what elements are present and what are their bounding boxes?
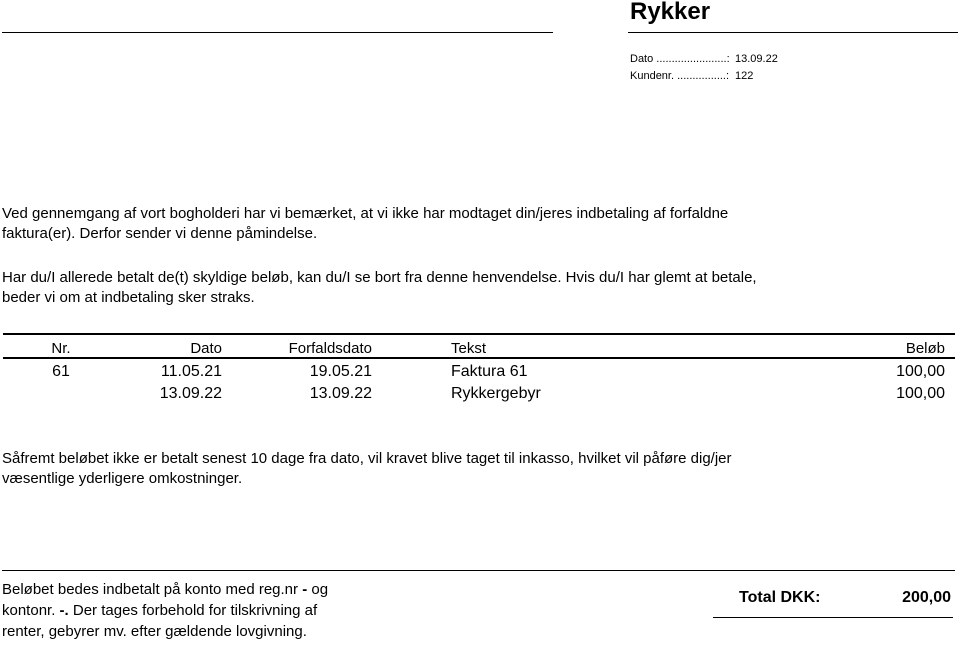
row-text: Faktura 61 [451, 363, 528, 380]
header-amount: Beløb [871, 334, 955, 358]
total-value: 200,00 [902, 589, 951, 606]
invoice-table [3, 333, 955, 403]
row-amount: 100,00 [896, 363, 945, 380]
footer-rule [2, 570, 955, 571]
header-rule-left [2, 32, 553, 33]
payment-text: og [307, 581, 329, 598]
header-rule-right [628, 32, 958, 33]
table-row [3, 358, 955, 381]
document-title: Rykker [630, 0, 711, 25]
notice-line-2: beder vi om at indbetaling sker straks. [2, 289, 255, 306]
payment-instructions [2, 579, 392, 642]
header-due-date: Forfaldsdato [222, 334, 372, 358]
header-nr: Nr. [3, 334, 119, 358]
intro-line-1: Ved gennemgang af vort bogholderi har vi bemærket, at vi ikke har modtaget din/jeres indbetaling af forfaldne [2, 205, 729, 222]
row-nr [3, 381, 119, 403]
payment-line-1 [2, 579, 392, 600]
intro-paragraph [2, 204, 882, 244]
table-header-row [3, 334, 955, 358]
payment-text: Beløbet bedes indbetalt på konto med reg.nr [2, 581, 303, 598]
payment-line-2 [2, 600, 392, 621]
notice-line-1: Har du/I allerede betalt de(t) skyldige beløb, kan du/I se bort fra denne henvendelse. Hvis du/I har glemt at betale, [2, 269, 757, 286]
header-text: Tekst [372, 334, 871, 358]
header-date: Dato [119, 334, 222, 358]
table-row [3, 381, 955, 403]
payment-line-3: renter, gebyrer mv. efter gældende lovgivning. [2, 623, 307, 640]
row-text: Rykkergebyr [451, 385, 541, 402]
collection-line-2: væsentlige yderligere omkostninger. [2, 470, 243, 487]
meta-customer [630, 70, 830, 84]
collection-paragraph [2, 449, 882, 489]
account-nr-value: -. [59, 602, 69, 619]
row-due-date: 19.05.21 [309, 363, 372, 380]
payment-text: kontonr. [2, 602, 60, 619]
date-value: 13.09.22 [735, 53, 778, 65]
total-rule [713, 617, 953, 618]
collection-line-1: Såfremt beløbet ikke er betalt senest 10 dage fra dato, vil kravet blive taget til inkasso, hvilket vil påføre dig/jer [2, 450, 732, 467]
meta-date [630, 53, 830, 67]
date-label: Dato .......................: [630, 53, 730, 65]
row-date: 13.09.22 [159, 385, 222, 402]
row-date: 11.05.21 [160, 363, 222, 380]
payment-text: Der tages forbehold for tilskrivning af [68, 602, 318, 619]
intro-line-2: faktura(er). Derfor sender vi denne påmindelse. [2, 225, 318, 242]
customer-label: Kundenr. ................: [630, 70, 730, 82]
total-label: Total DKK: [739, 589, 821, 606]
row-due-date: 13.09.22 [309, 385, 372, 402]
customer-value: 122 [735, 70, 754, 82]
reg-nr-value: - [302, 581, 308, 598]
row-amount: 100,00 [896, 385, 945, 402]
notice-paragraph [2, 268, 882, 308]
row-nr: 61 [52, 363, 70, 380]
